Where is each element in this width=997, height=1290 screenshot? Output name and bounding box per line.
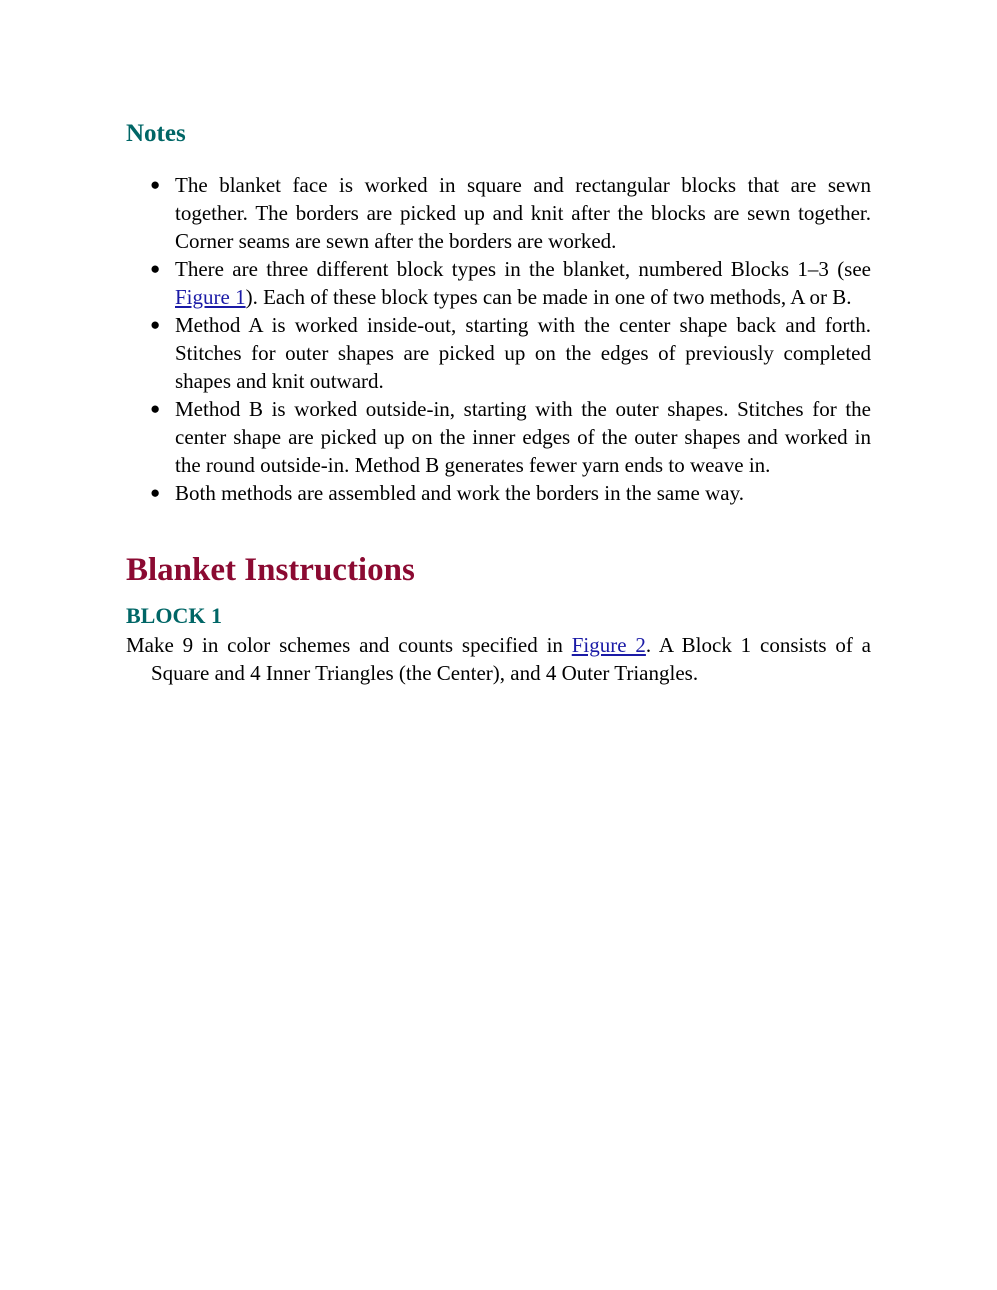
figure-1-link[interactable]: Figure 1 xyxy=(175,285,246,309)
section-heading: Blanket Instructions xyxy=(126,552,415,588)
notes-list xyxy=(126,171,871,507)
list-item xyxy=(126,479,871,507)
paragraph-text: Make 9 in color schemes and counts specified in xyxy=(126,633,572,657)
note-text: Method A is worked inside-out, starting with the center shape back and forth. Stitches for outer shapes are picked up on the edges of previously completed shapes and knit outward. xyxy=(175,313,871,393)
bullet-icon: ● xyxy=(150,399,161,418)
bullet-icon: ● xyxy=(150,259,161,278)
notes-heading: Notes xyxy=(126,120,186,147)
document-page xyxy=(126,116,871,687)
paragraph-text: . A Block 1 consists of a Square and 4 Inner Triangles (the Center), and 4 Outer Triangles. xyxy=(151,633,871,685)
list-item xyxy=(126,255,871,311)
note-text: Method B is worked outside-in, starting with the outer shapes. Stitches for the center shape are picked up on the inner edges of the outer shapes and worked in the round outside-in. Method B generates fewer yarn ends to weave in. xyxy=(175,397,871,477)
bullet-icon: ● xyxy=(150,315,161,334)
bullet-icon: ● xyxy=(150,175,161,194)
note-text: The blanket face is worked in square and rectangular blocks that are sewn together. The borders are picked up and knit after the blocks are sewn together. Corner seams are sewn after the borders are worked. xyxy=(175,173,871,253)
list-item xyxy=(126,171,871,255)
block-1-paragraph xyxy=(126,631,871,687)
note-text: There are three different block types in the blanket, numbered Blocks 1–3 (see xyxy=(175,257,871,281)
block-1-heading: BLOCK 1 xyxy=(126,603,222,628)
note-text: Both methods are assembled and work the borders in the same way. xyxy=(175,481,744,505)
bullet-icon: ● xyxy=(150,483,161,502)
figure-2-link[interactable]: Figure 2 xyxy=(571,633,646,657)
note-text: ). Each of these block types can be made in one of two methods, A or B. xyxy=(245,285,852,309)
list-item xyxy=(126,395,871,479)
list-item xyxy=(126,311,871,395)
